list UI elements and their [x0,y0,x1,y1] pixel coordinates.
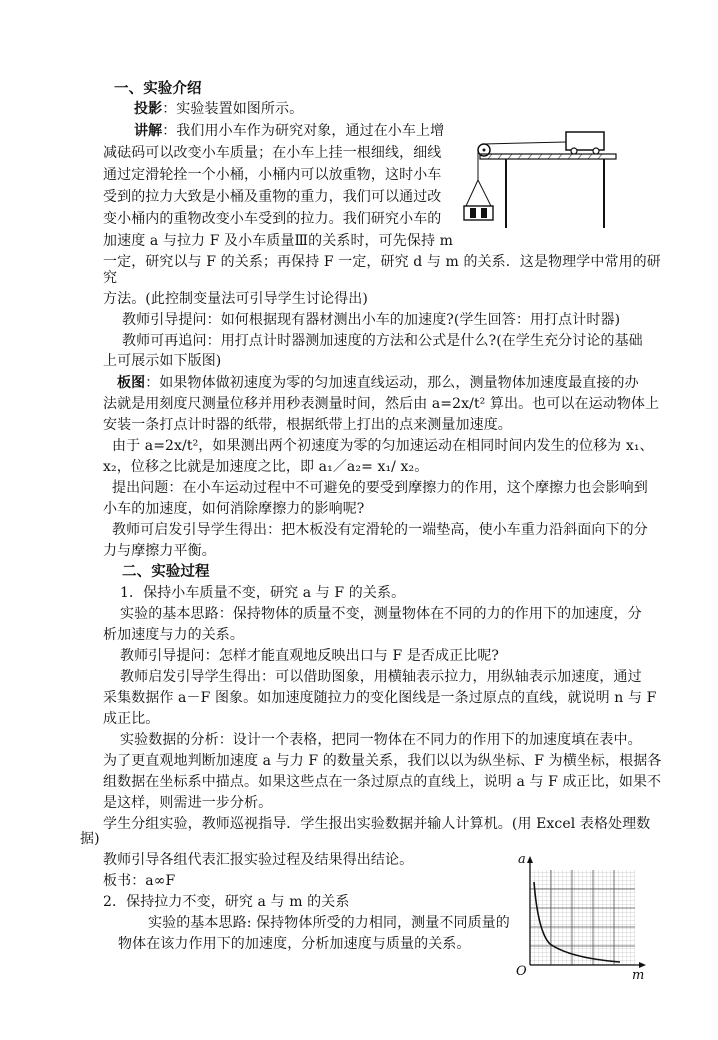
cart-icon [566,132,604,150]
analysis-line-1: 实验数据的分析：设计一个表格，把同一物体在不同力的作用下的加速度填在表中。 [120,732,642,748]
idea-1-line-2: 析加速度与力的关系。 [103,627,244,643]
guide-1-line-3: 成正比。 [103,711,160,727]
raise-question-line-2: 小车的加速度，如何消除摩擦力的影响呢? [103,501,365,517]
analysis-line-4: 是这样，则需进一步分析。 [103,795,273,811]
step-1: 1．保持小车质量不变，研究 a 与 F 的关系。 [120,585,406,601]
teacher-question-2-line-1: 教师可再追问：用打点计时器测加速度的方法和公式是什么?(在学生充分讨论的基础 [122,333,643,349]
apparatus-figure [458,120,618,230]
explain-line-9: 方法。(此控制变量法可引导学生讨论得出) [103,291,368,307]
graph-origin-label: O [516,964,527,979]
section-heading-intro: 一、实验介绍 [114,80,202,97]
since-line-2: x₂，位移之比就是加速度之比，即 a₁／a₂= x₁/ x₂。 [103,459,429,475]
idea-2-line-2: 物体在该力作用下的加速度，分析加速度与质量的关系。 [118,936,471,952]
table-top [480,154,616,159]
group-experiment-line-2: 据) [80,831,100,847]
explain-line-5: 变小桶内的重物改变小车受到的拉力。我们研究小车的 [103,211,442,227]
explain-line-3: 通过定滑轮拴一个小桶，小桶内可以放重物，这时小车 [103,167,442,183]
idea-2-line-1: 实验的基本思路: 保持物体所受的力相同，测量不同质量的 [148,915,510,931]
section-heading-process: 二、实验过程 [122,563,210,580]
board-line-1 [117,373,639,393]
bucket-icon [464,206,493,220]
explain-line-7: 一定，研究以与 F 的关系；再保持 F 一定，研究 d 与 m 的关系．这是物理学中常用的研 [103,254,661,270]
since-line-1: 由于 a=2x/t²，如果测出两个初速度为零的匀加速运动在相同时间内发生的位移为 x₁、 [112,438,654,454]
projection-text: ：实验装置如图所示。 [162,101,304,117]
report-line: 教师引导各组代表汇报实验过程及结果得出结论。 [103,852,414,868]
board-text-1: ：如果物体做初速度为零的匀加速直线运动，那么，测量物体加速度最直接的办 [145,375,639,391]
analysis-line-2: 为了更直观地判断加速度 a 与力 F 的数量关系，我们以以为纵坐标、F 为横坐标，根据各 [103,753,662,769]
idea-1-line-1: 实验的基本思路：保持物体的质量不变，测量物体在不同的力的作用下的加速度，分 [120,606,642,622]
board-line-2: 法就是用刻度尺测量位移并用秒表测量时间，然后由 a=2x/t² 算出。也可以在运动物体上 [103,396,660,412]
projection-paragraph [134,99,303,119]
board-label: 板图 [117,375,146,391]
board-writing: 板书：a∞F [103,873,176,889]
board-line-3: 安装一条打点计时器的纸带，根据纸带上打出的点来测量加速度。 [103,417,512,433]
explain-line-1 [134,121,444,141]
teacher-question-2-line-2: 上可展示如下版图) [103,353,222,369]
explain-line-6: 加速度 a 与拉力 F 及小车质量Ⅲ的关系时，可先保持 m [103,233,453,249]
guide-line-1: 教师可启发引导学生得出：把木板没有定滑轮的一端垫高，使小车重力沿斜面向下的分 [112,522,648,538]
graph-y-label: a [518,852,526,867]
explain-line-4: 受到的拉力大致是小桶及重物的重力，我们可以通过改 [103,189,442,205]
guide-1-line-2: 采集数据作 a－F 图象。如加速度随拉力的变化图线是一条过原点的直线，就说明 n 与 F [103,690,657,706]
explain-line-2: 减砝码可以改变小车质量；在小车上挂一根细线，细线 [103,145,442,161]
graph-grid [530,870,635,965]
raise-question-line-1: 提出问题：在小车运动过程中不可避免的要受到摩擦力的作用，这个摩擦力也会影响到 [112,480,648,496]
guide-line-2: 力与摩擦力平衡。 [103,543,216,559]
guide-1-line-1: 教师启发引导学生得出：可以借助图象，用横轴表示拉力，用纵轴表示加速度，通过 [120,669,642,685]
analysis-line-3: 组数据在坐标系中描点。如果这些点在一条过原点的直线上，说明 a 与 F 成正比，如果不 [103,774,662,790]
group-experiment-line-1: 学生分组实验，教师巡视指导．学生报出实验数据并输人计算机。(用 Excel 表格处理数 [103,816,651,832]
step-2: 2．保持拉力不变，研究 a 与 m 的关系 [103,894,350,910]
teacher-question-a-f: 教师引导提问：怎样才能直观地反映出口与 F 是否成正比呢? [120,648,500,664]
graph-x-label: m [632,968,645,983]
projection-label: 投影 [134,101,163,117]
explain-label: 讲解 [134,123,163,139]
a-m-graph [510,852,650,982]
explain-line-8: 究 [103,270,118,286]
explain-text-1: ：我们用小车作为研究对象，通过在小车上增 [162,123,445,139]
teacher-question-1: 教师引导提问：如何根据现有器材测出小车的加速度?(学生回答：用打点计时器) [122,312,621,328]
